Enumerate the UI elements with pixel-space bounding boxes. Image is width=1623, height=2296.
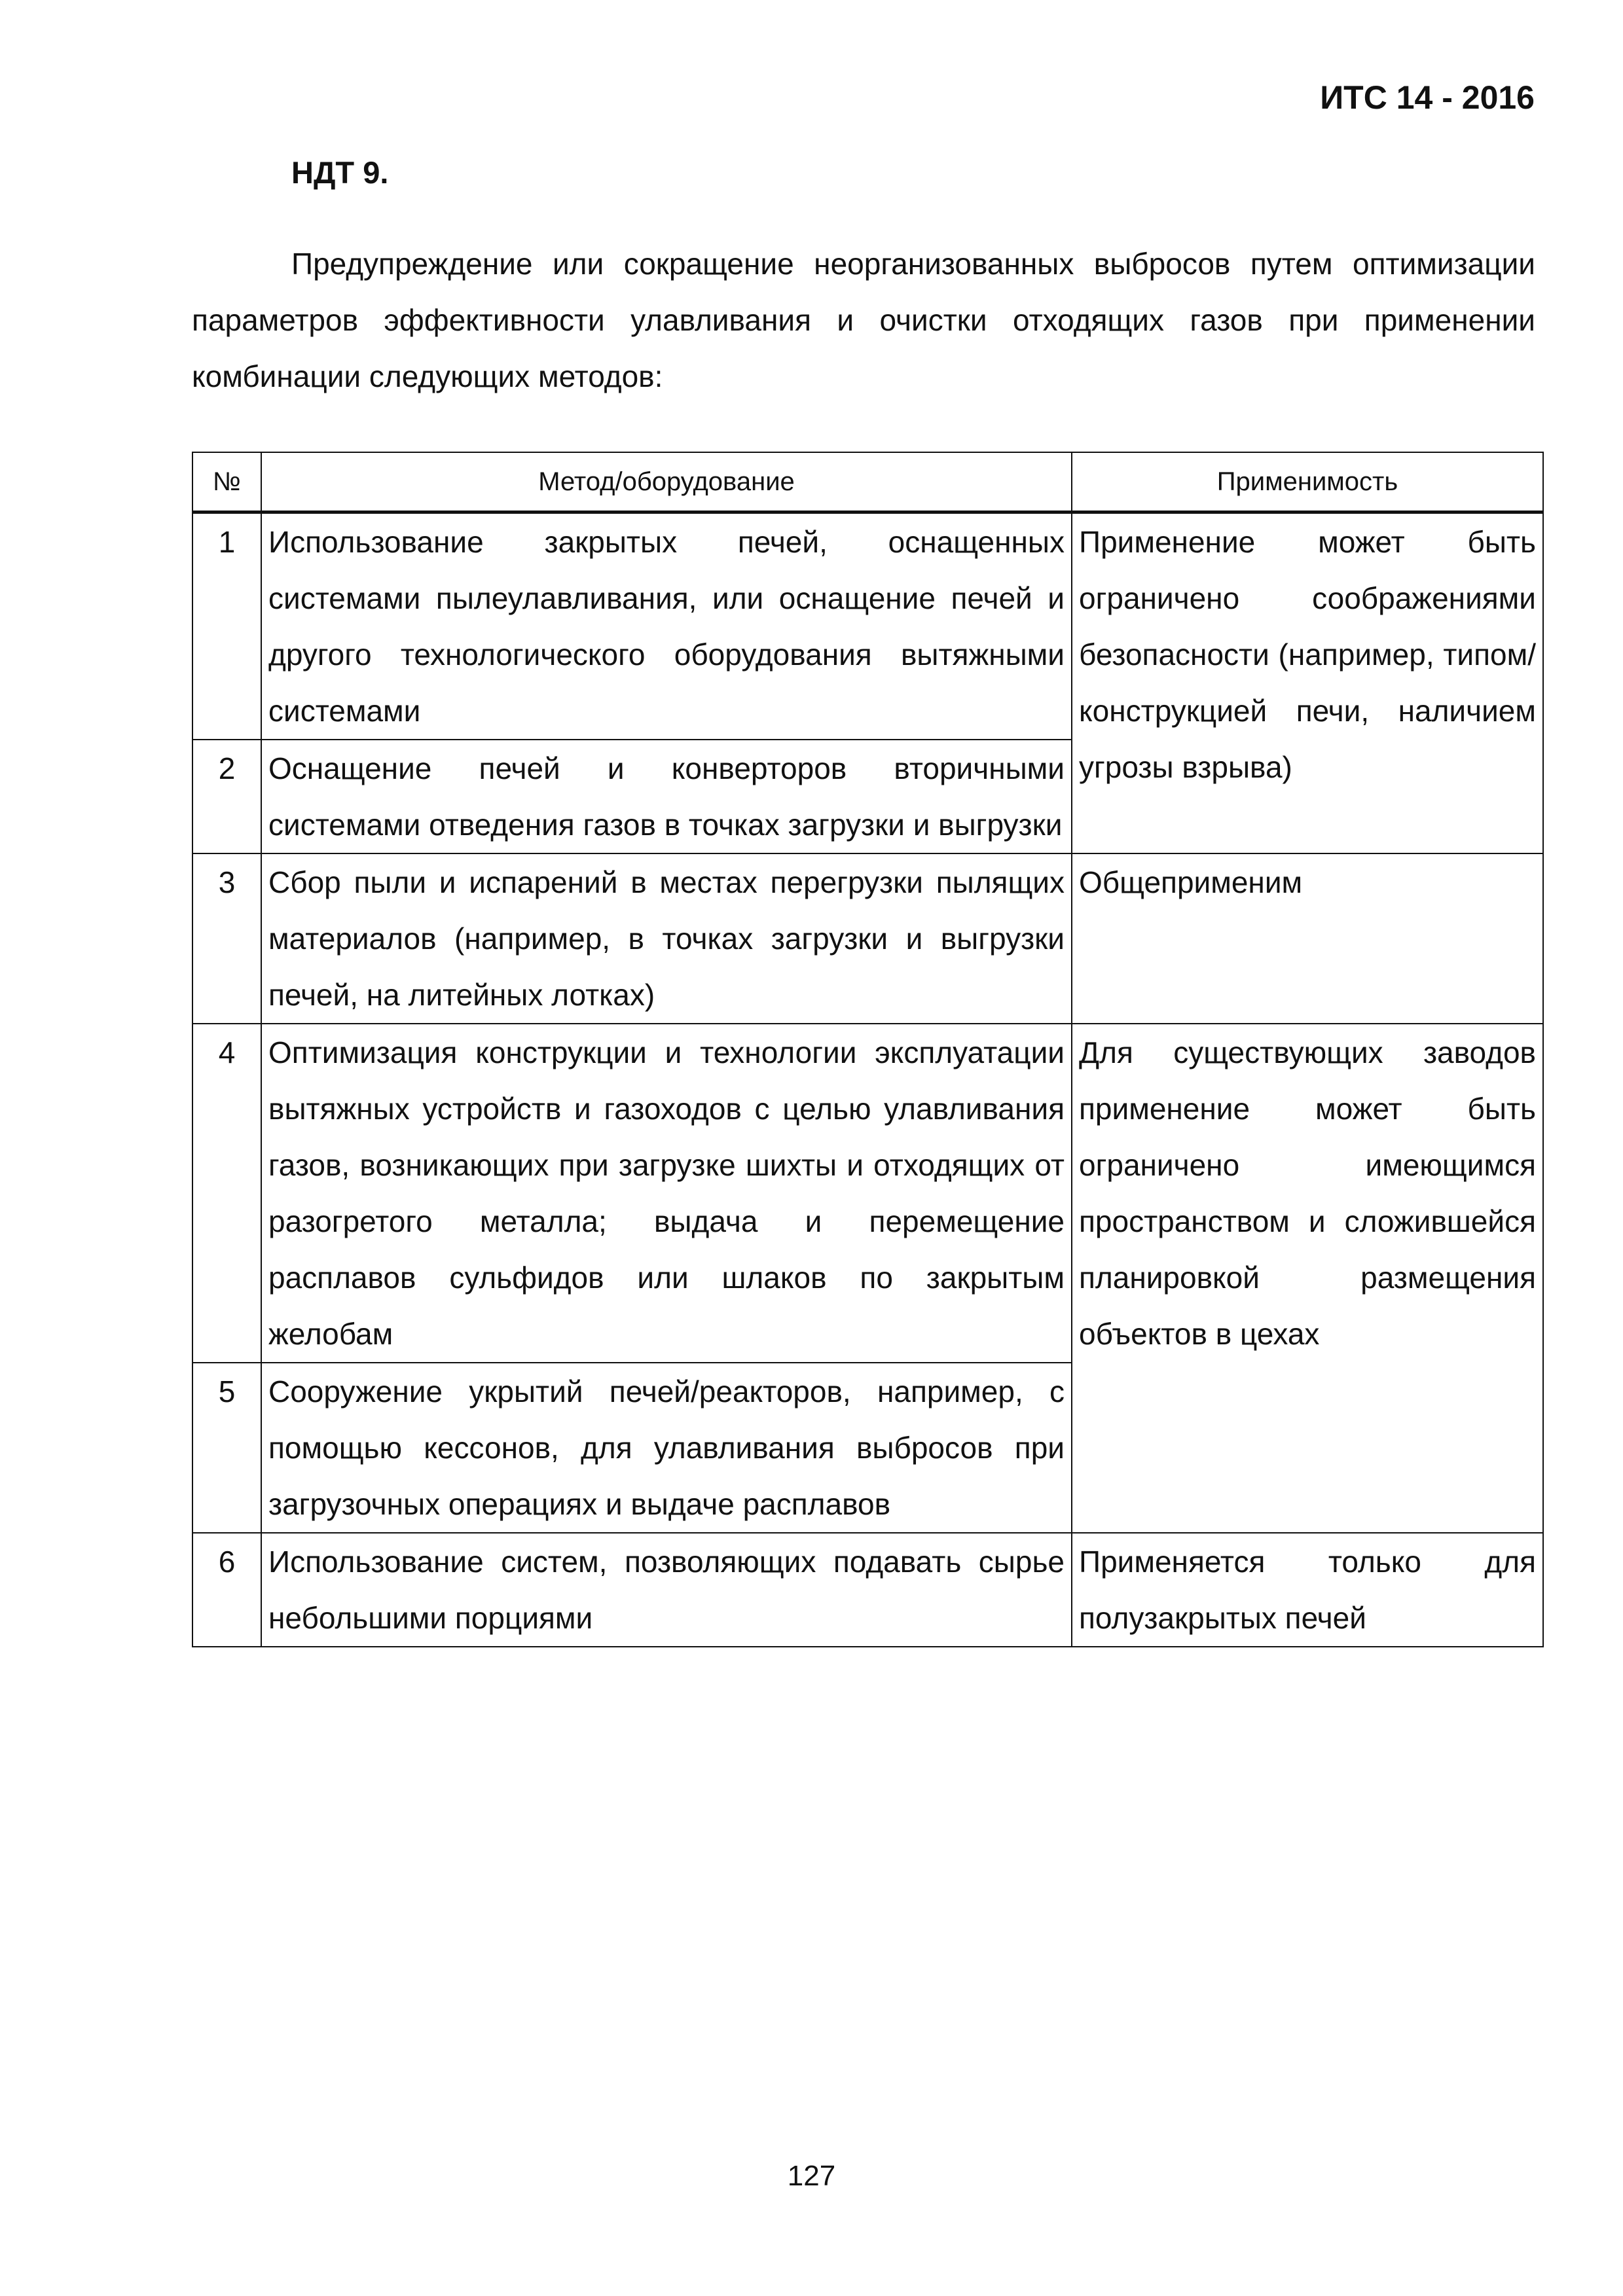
page-number: 127 — [787, 2160, 836, 2192]
row-number: 1 — [192, 512, 261, 740]
row-applicability: Применение может быть ограничено соображениями безопасности (например, типом/конструкцией печи, наличием угрозы взрыва) — [1072, 512, 1543, 854]
header-method: Метод/оборудование — [261, 452, 1072, 512]
section-title: НДТ 9. — [291, 155, 389, 190]
document-code: ИТС 14 - 2016 — [1320, 79, 1535, 116]
row-applicability: Применяется только для полузакрытых печей — [1072, 1533, 1543, 1647]
row-method: Оптимизация конструкции и технологии эксплуатации вытяжных устройств и газоходов с целью улавливания газов, возникающих при загрузке шихты и отходящих от разогретого металла; выдача и перемещение расплавов сульфидов или шлаков по закрытым желобам — [261, 1024, 1072, 1363]
table-row — [192, 512, 1543, 740]
intro-paragraph: Предупреждение или сокращение неорганизованных выбросов путем оптимизации параметров эффективности улавливания и очистки отходящих газов при применении комбинации следующих методов: — [192, 247, 1535, 393]
row-number: 4 — [192, 1024, 261, 1363]
table-row — [192, 1533, 1543, 1647]
table-row — [192, 1024, 1543, 1363]
table-header-row — [192, 452, 1543, 512]
row-method: Сооружение укрытий печей/реакторов, например, с помощью кессонов, для улавливания выбросов при загрузочных операциях и выдаче расплавов — [261, 1363, 1072, 1533]
header-applicability: Применимость — [1072, 452, 1543, 512]
row-number: 2 — [192, 740, 261, 853]
table-row — [192, 853, 1543, 1024]
header-number: № — [192, 452, 261, 512]
row-applicability: Для существующих заводов применение может быть ограничено имеющимся пространством и сложившейся планировкой размещения объектов в цехах — [1072, 1024, 1543, 1533]
row-number: 6 — [192, 1533, 261, 1647]
row-method: Сбор пыли и испарений в местах перегрузки пылящих материалов (например, в точках загрузки и выгрузки печей, на литейных лотках) — [261, 853, 1072, 1024]
row-applicability: Общеприменим — [1072, 853, 1543, 1024]
row-number: 3 — [192, 853, 261, 1024]
row-number: 5 — [192, 1363, 261, 1533]
row-method: Использование систем, позволяющих подавать сырье небольшими порциями — [261, 1533, 1072, 1647]
row-method: Использование закрытых печей, оснащенных системами пылеулавливания, или оснащение печей и другого технологического оборудования вытяжными системами — [261, 512, 1072, 740]
row-method: Оснащение печей и конверторов вторичными системами отведения газов в точках загрузки и выгрузки — [261, 740, 1072, 853]
methods-table — [192, 452, 1544, 1647]
